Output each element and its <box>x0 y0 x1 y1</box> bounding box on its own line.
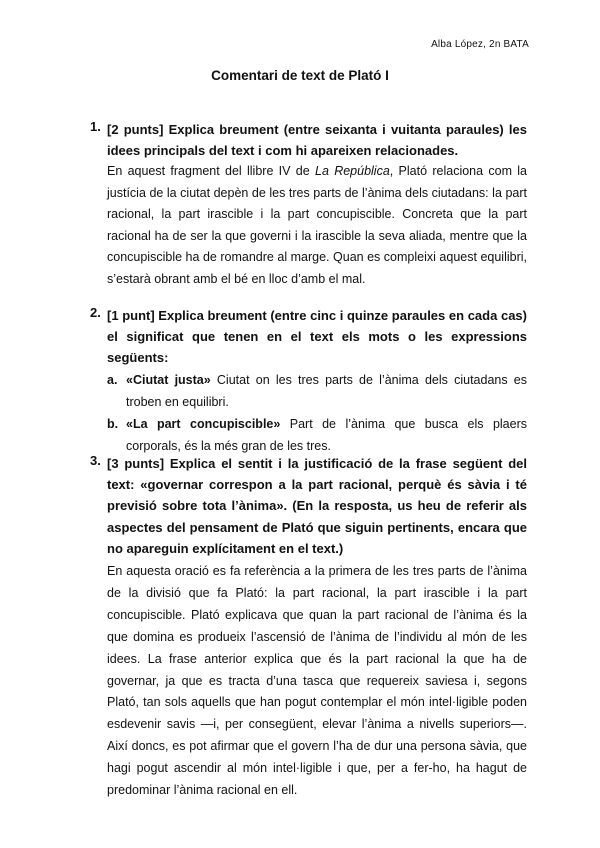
question-number: 3. <box>90 453 101 468</box>
definition: Ciutat on les tres parts de l’ànima dels ciutadans es troben en equilibri. <box>126 373 527 409</box>
term: «Ciutat justa» <box>126 373 211 387</box>
answer-text: En aquest fragment del llibre IV de <box>107 164 315 178</box>
question-number: 2. <box>90 305 101 320</box>
question-number: 1. <box>90 119 101 134</box>
question-prompt: [3 punts] Explica el sentit i la justificació de la frase següent del text: «governar correspon a la part racional, perquè és sàvia i té previsió sobre tota l’ànima». (En la resposta, us heu de referir als aspectes del pensament de Plató que siguin pertinents, encara que no apareguin explícitament en el text.) <box>107 456 527 556</box>
list-item-letter: b. <box>107 417 119 431</box>
question-answer: En aquesta oració es fa referència a la primera de les tres parts de l’ànima de la divisió que fa Plató: la part racional, la part irascible i la part concupiscible. Plató explicava que quan la part racional de l’ànima és la que domina es produeix l’ascensió de l’ànima de l’individu al món de les idees. La frase anterior explica que és la part racional la que ha de governar, ja que es tracta d’una tasca que requereix saviesa i, segons Plató, tan sols aquells que han pogut contemplar el món intel·ligible poden esdevenir savis —i, per consegüent, elevar l’ànima a nivells superiors—. Així doncs, es pot afirmar que el govern l’ha de dur una persona sàvia, que hagi pogut ascendir al món intel·ligible i que, per a fer-ho, ha hagut de predominar l’ànima racional en ell. <box>107 564 527 798</box>
question-1 <box>90 119 527 290</box>
question-2 <box>90 305 527 457</box>
term-list <box>90 370 527 457</box>
question-prompt: [1 punt] Explica breument (entre cinc i quinze paraules en cada cas) el significat que tenen en el text els mots o les expressions següents: <box>107 308 527 365</box>
page-title: Comentari de text de Plató I <box>211 68 389 83</box>
list-item <box>107 370 527 413</box>
answer-text: , Plató relaciona com la justícia de la ciutat depèn de les tres parts de l’ànima dels ciutadans: la part racional, la part irascible i la part concupiscible. Concreta que la part racional ha de ser la que governi i la irascible la seva aliada, mentre que la concupiscible ha de romandre al marge. Quan es compleixi aquest equilibri, s’estarà obrant amb el bé en lloc d’amb el mal. <box>107 164 527 286</box>
question-answer <box>107 161 527 290</box>
list-item <box>107 414 527 457</box>
term: «La part concupiscible» <box>126 417 281 431</box>
list-item-letter: a. <box>107 373 118 387</box>
question-prompt: [2 punts] Explica breument (entre seixanta i vuitanta paraules) les idees principals del text i com hi apareixen relacionades. <box>107 122 527 158</box>
book-title: La República <box>315 164 390 178</box>
author-line: Alba López, 2n BATA <box>431 39 529 50</box>
question-3 <box>90 453 527 802</box>
definition: Part de l’ànima que busca els plaers corporals, és la més gran de les tres. <box>126 417 527 453</box>
